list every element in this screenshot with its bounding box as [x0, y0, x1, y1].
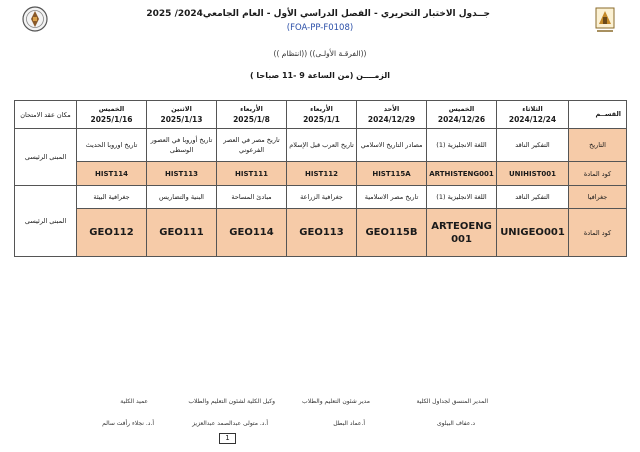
- exam-schedule-table: [14, 100, 627, 257]
- course-code: UNIHIST001: [497, 162, 569, 186]
- exam-time: الزمــــن (من الساعة 9 -11 صباحا ): [249, 71, 390, 80]
- code-row: [15, 162, 627, 186]
- page-number: 1: [219, 433, 236, 444]
- day-header: الخميس 2024/12/26: [427, 101, 497, 129]
- course-name: تاريخ اوروبا الحديث: [77, 129, 147, 162]
- course-code: UNIGEO001: [497, 209, 569, 257]
- course-code: HIST114: [77, 162, 147, 186]
- course-name: التفكير الناقد: [497, 129, 569, 162]
- day-header: الثلاثاء 2024/12/24: [497, 101, 569, 129]
- exam-place: المبنى الرئيسى: [15, 129, 77, 186]
- day-header: الاثنين 2025/1/13: [147, 101, 217, 129]
- signature-name: د.عفاف البيلوى: [436, 420, 475, 427]
- course-row: [15, 186, 627, 209]
- course-code: GEO114: [217, 209, 287, 257]
- form-code: (FOA-PP-F0108): [286, 23, 354, 33]
- course-name: اللغة الانجليزية (1): [427, 129, 497, 162]
- course-row: [15, 129, 627, 162]
- exam-place: المبنى الرئيسى: [15, 186, 77, 257]
- course-name: مصادر التاريخ الاسلامي: [357, 129, 427, 162]
- course-code: GEO112: [77, 209, 147, 257]
- course-name: تاريخ مصر في العصر الفرعوني: [217, 129, 287, 162]
- course-code: ARTHISTENG001: [427, 162, 497, 186]
- course-code: HIST115A: [357, 162, 427, 186]
- section-name: التاريخ: [569, 129, 627, 162]
- course-code: ARTEOENG001: [427, 209, 497, 257]
- course-name: تاريخ مصر الاسلامية: [357, 186, 427, 209]
- signature-role: مدير شئون التعليم والطلاب: [302, 398, 370, 405]
- course-name: اللغة الانجليزية (1): [427, 186, 497, 209]
- code-label: كود المادة: [569, 209, 627, 257]
- course-name: التفكير الناقد: [497, 186, 569, 209]
- day-header: الأربعاء 2025/1/1: [287, 101, 357, 129]
- faculty-logo: [592, 6, 618, 34]
- course-name: تاريخ العرب قبل الإسلام: [287, 129, 357, 162]
- day-header: الأحد 2024/12/29: [357, 101, 427, 129]
- signature-name: أ.عماد البطل: [333, 420, 365, 427]
- signature-name: أ.د. متولى عبدالصمد عبدالعزيز: [192, 420, 268, 427]
- course-name: البنية والتضاريس: [147, 186, 217, 209]
- signature-role: المدير المنسق لجداول الكلية: [416, 398, 488, 405]
- day-header: الخميس 2025/1/16: [77, 101, 147, 129]
- signature-role: عميد الكلية: [120, 398, 148, 405]
- course-code: GEO111: [147, 209, 217, 257]
- course-code: GEO115B: [357, 209, 427, 257]
- corner-label: القســم: [569, 101, 627, 129]
- day-header: الأربعاء 2025/1/8: [217, 101, 287, 129]
- signature-name: أ.د. نجلاء رأفت سالم: [102, 420, 154, 427]
- signature-role: وكيل الكلية لشئون التعليم والطلاب: [188, 398, 275, 405]
- course-code: HIST112: [287, 162, 357, 186]
- course-code: HIST111: [217, 162, 287, 186]
- place-header: مكان عقد الامتحان: [15, 101, 77, 129]
- table-header-row: [15, 101, 627, 129]
- schedule-title: جــدول الاختبار التحريري - الفصل الدراسي الأول - العام الجامعي2024/ 2025: [146, 9, 490, 19]
- code-label: كود المادة: [569, 162, 627, 186]
- university-logo: [22, 6, 48, 34]
- course-name: جغرافية البيئة: [77, 186, 147, 209]
- course-name: جغرافية الزراعة: [287, 186, 357, 209]
- course-code: GEO113: [287, 209, 357, 257]
- course-code: HIST113: [147, 162, 217, 186]
- code-row: [15, 209, 627, 257]
- course-name: تاريخ أوروبا في العصور الوسطى: [147, 129, 217, 162]
- course-name: مبادئ المساحة: [217, 186, 287, 209]
- cohort-subtitle: ((الفرقـة الأولـى)) ((انتظام )): [273, 49, 367, 58]
- section-name: جغرافيا: [569, 186, 627, 209]
